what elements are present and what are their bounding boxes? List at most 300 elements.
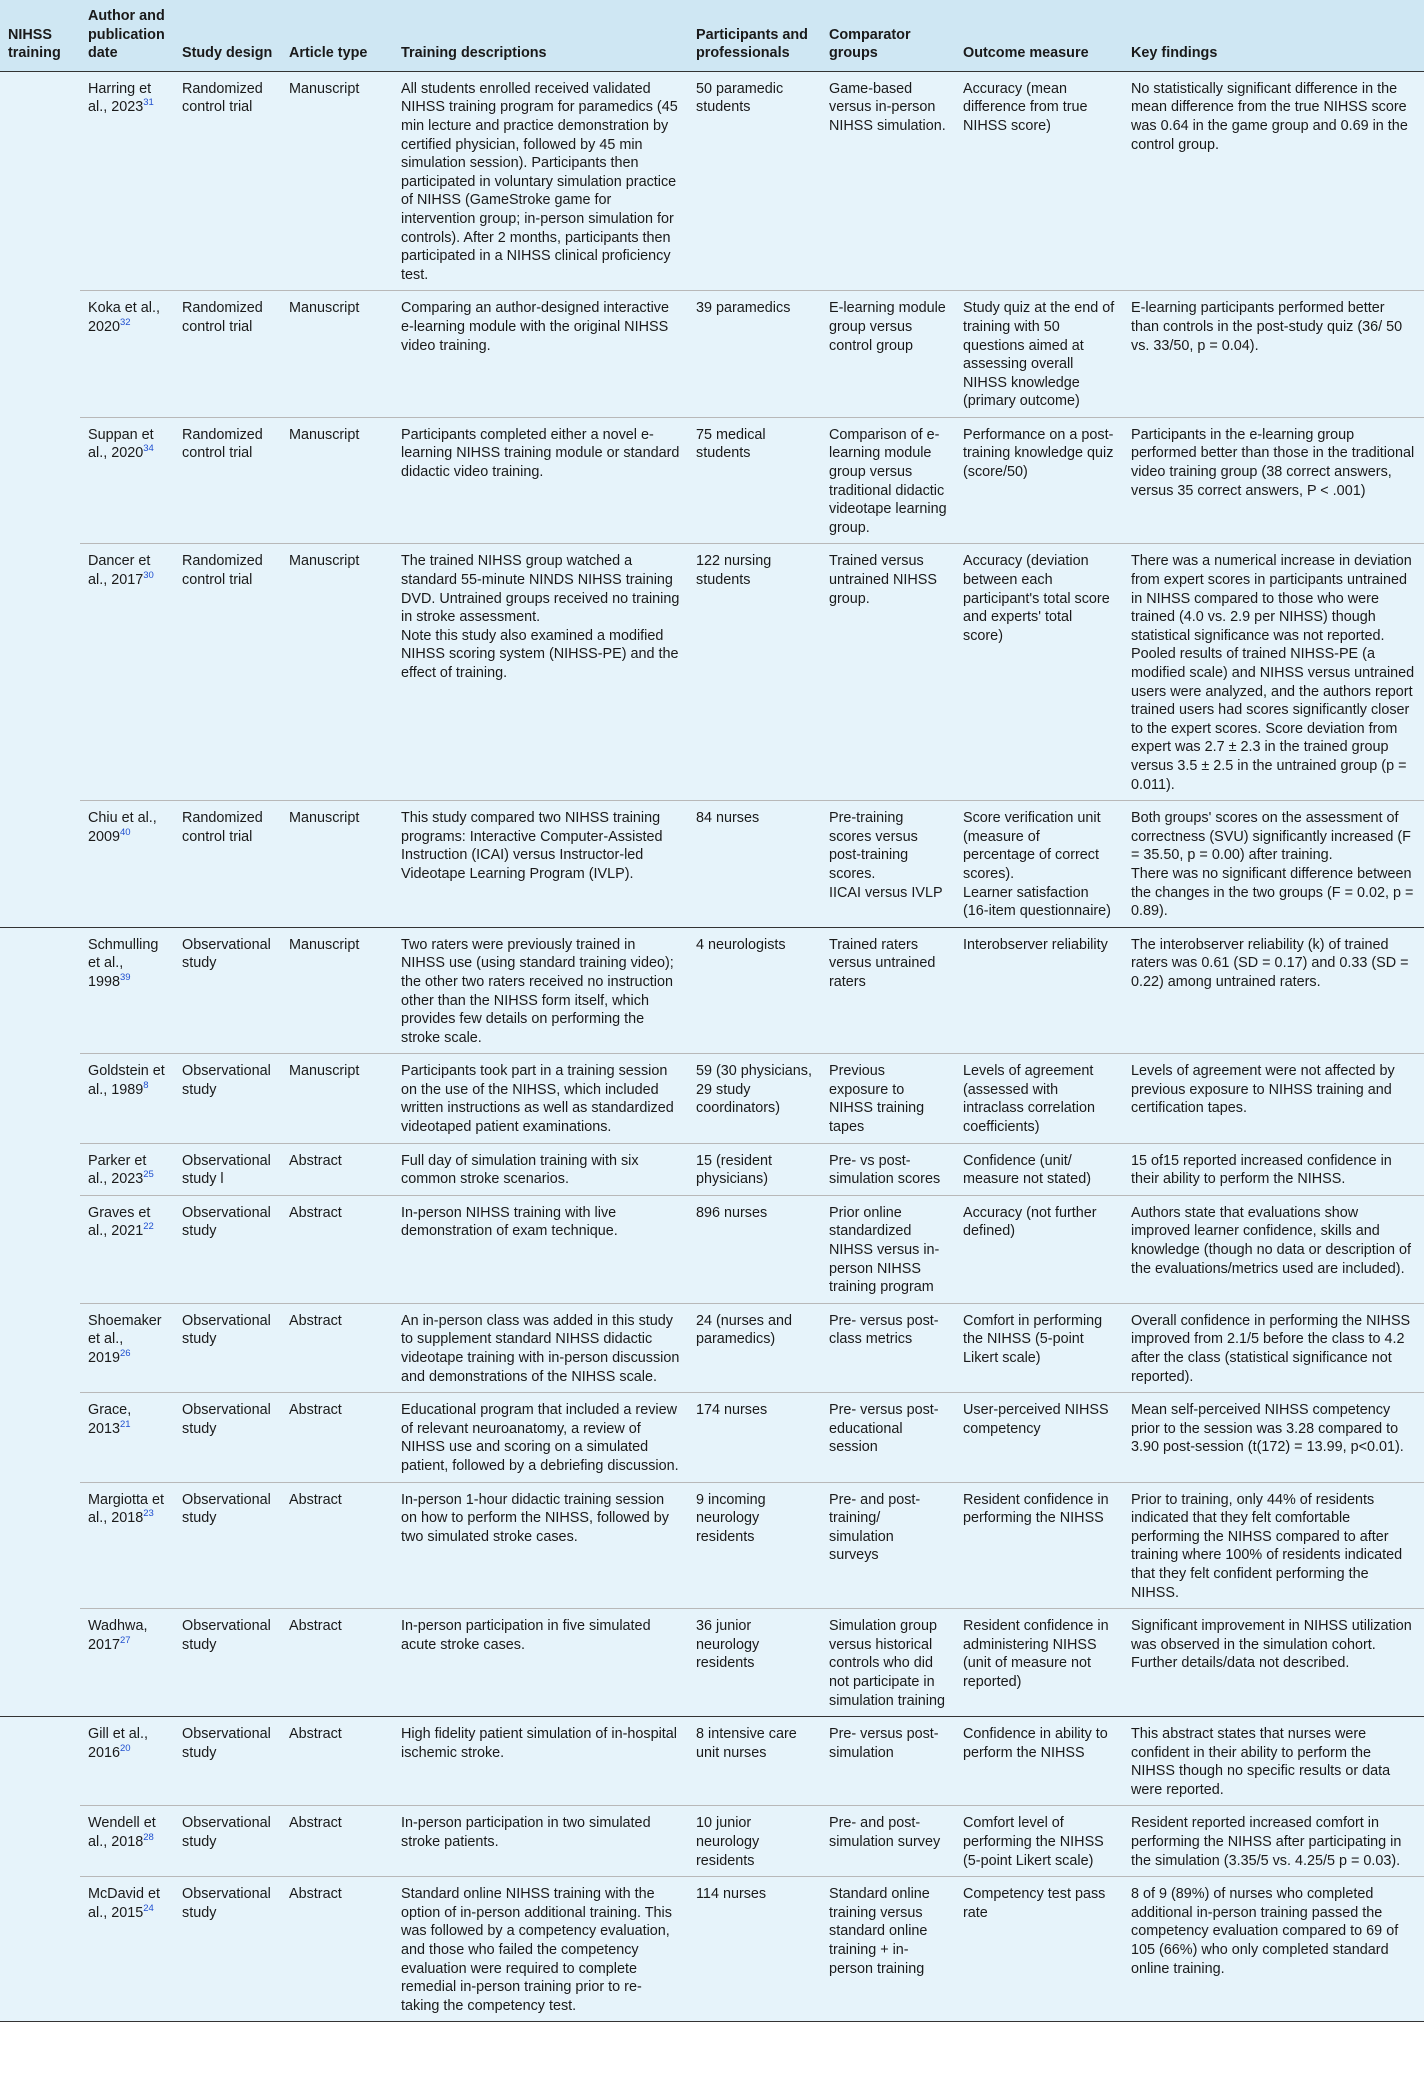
study-design-cell-text: Observational study xyxy=(182,1726,271,1761)
comparator-cell xyxy=(821,544,955,801)
key-findings-cell xyxy=(1123,1195,1424,1303)
outcome-cell-text: Resident confidence in performing the NIHSS xyxy=(963,1491,1109,1527)
comparator-cell xyxy=(821,1482,955,1609)
key-findings-cell-text: Significant improvement in NIHSS utilization was observed in the simulation cohort. Further details/data not described. xyxy=(1131,1618,1412,1672)
key-findings-cell xyxy=(1123,417,1424,544)
table-row xyxy=(0,927,1424,1054)
training-description-cell-text: Two raters were previously trained in NIHSS use (using standard training video); the other two raters received no instruction other than the NIHSS form itself, which provides few details on performing the stroke scale. xyxy=(401,936,674,1046)
outcome-cell-text: Score verification unit (measure of percentage of correct scores). Learner satisfaction (16-item questionnaire) xyxy=(963,810,1111,920)
table-row xyxy=(0,71,1424,291)
comparator-cell xyxy=(821,291,955,418)
reference-link[interactable]: 23 xyxy=(143,1508,154,1520)
key-findings-cell-text: E-learning participants performed better than controls in the post-study quiz (36/ 50 vs. 33/50, p = 0.04). xyxy=(1131,300,1403,354)
table-header-row xyxy=(0,0,1424,71)
author-cell-text: Grace, 2013 xyxy=(88,1402,132,1437)
participants-cell-text: 122 nursing students xyxy=(696,553,772,589)
key-findings-cell xyxy=(1123,1877,1424,2022)
header-key-findings: Key findings xyxy=(1123,0,1424,71)
participants-cell xyxy=(688,1609,821,1717)
participants-cell xyxy=(688,1143,821,1195)
key-findings-cell xyxy=(1123,1806,1424,1877)
participants-cell-text: 8 intensive care unit nurses xyxy=(696,1726,797,1761)
comparator-cell-text: Trained versus untrained NIHSS group. xyxy=(829,553,937,607)
outcome-cell xyxy=(955,1609,1123,1717)
training-description-cell xyxy=(393,544,688,801)
author-cell-text: Koka et al., 2020 xyxy=(88,300,160,335)
article-type-cell xyxy=(281,1195,393,1303)
author-cell xyxy=(80,1143,174,1195)
table-row xyxy=(0,801,1424,928)
article-type-cell-text: Abstract xyxy=(289,1886,342,1903)
training-description-cell-text: This study compared two NIHSS training programs: Interactive Computer-Assisted Instruction (ICAI) versus Instructor-led Videotape Learning Program (IVLP). xyxy=(401,810,663,882)
comparator-cell-text: Pre- and post-training/ simulation surveys xyxy=(829,1491,921,1564)
article-type-cell xyxy=(281,1806,393,1877)
author-cell xyxy=(80,1393,174,1482)
reference-link[interactable]: 34 xyxy=(143,443,154,455)
key-findings-cell xyxy=(1123,1143,1424,1195)
training-description-cell-text: Standard online NIHSS training with the option of in-person additional training. This was followed by a competency evaluation, and those who failed the competency evaluation were required to complete remedial in-person training prior to re-taking the competency test. xyxy=(401,1886,672,2014)
participants-cell xyxy=(688,1303,821,1392)
training-description-cell-text: In-person 1-hour didactic training session on how to perform the NIHSS, followed by two simulated stroke cases. xyxy=(401,1491,669,1545)
key-findings-cell-text: 15 of15 reported increased confidence in their ability to perform the NIHSS. xyxy=(1131,1152,1392,1188)
study-design-cell xyxy=(174,1393,281,1482)
author-cell-text: Margiotta et al., 2018 xyxy=(88,1491,164,1527)
study-design-cell-text: Randomized control trial xyxy=(182,80,263,116)
study-design-cell-text: Observational study xyxy=(182,1886,271,1921)
comparator-cell xyxy=(821,801,955,928)
author-cell xyxy=(80,1717,174,1806)
author-cell xyxy=(80,801,174,928)
participants-cell xyxy=(688,1195,821,1303)
participants-cell xyxy=(688,544,821,801)
article-type-cell-text: Abstract xyxy=(289,1204,342,1221)
study-design-cell-text: Observational study xyxy=(182,1815,271,1851)
key-findings-cell-text: Authors state that evaluations show improved learner confidence, skills and knowledge (though no data or description of the evaluations/metrics used are included). xyxy=(1131,1204,1412,1277)
key-findings-cell-text: Overall confidence in performing the NIHSS improved from 2.1/5 before the class to 4.2 after the class (statistical significance not reported). xyxy=(1131,1312,1411,1385)
author-cell-text: Goldstein et al., 1989 xyxy=(88,1063,165,1098)
comparator-cell xyxy=(821,1806,955,1877)
article-type-cell xyxy=(281,71,393,291)
study-design-cell xyxy=(174,417,281,544)
table-row xyxy=(0,1806,1424,1877)
training-description-cell-text: In-person participation in two simulated stroke patients. xyxy=(401,1815,651,1851)
training-description-cell-text: The trained NIHSS group watched a standard 55-minute NINDS NIHSS training DVD. Untrained groups received no training in stroke assessment. Note this study also examined a modified NIHSS scoring system (NIHSS-PE) and the effect of training. xyxy=(401,553,680,681)
participants-cell-text: 84 nurses xyxy=(696,810,760,827)
key-findings-cell xyxy=(1123,544,1424,801)
participants-cell-text: 10 junior neurology residents xyxy=(696,1815,760,1869)
outcome-cell-text: Competency test pass rate xyxy=(963,1886,1106,1921)
author-cell-text: Shoemaker et al., 2019 xyxy=(88,1312,162,1366)
article-type-cell-text: Manuscript xyxy=(289,426,360,443)
outcome-cell xyxy=(955,71,1123,291)
reference-link[interactable]: 28 xyxy=(143,1832,154,1844)
participants-cell xyxy=(688,417,821,544)
outcome-cell-text: Levels of agreement (assessed with intraclass correlation coefficients) xyxy=(963,1063,1095,1136)
outcome-cell xyxy=(955,1393,1123,1482)
key-findings-cell-text: Levels of agreement were not affected by previous exposure to NIHSS training and certification tapes. xyxy=(1131,1063,1395,1117)
header-study-design: Study design xyxy=(174,0,281,71)
training-description-cell xyxy=(393,291,688,418)
comparator-cell-text: Standard online training versus standard online training + in-person training xyxy=(829,1886,930,1977)
participants-cell-text: 896 nurses xyxy=(696,1204,768,1221)
study-design-cell-text: Observational study l xyxy=(182,1152,271,1188)
table-row xyxy=(0,291,1424,418)
header-training-descriptions: Training descriptions xyxy=(393,0,688,71)
key-findings-cell xyxy=(1123,1303,1424,1392)
training-description-cell-text: Educational program that included a review of relevant neuroanatomy, a review of NIHSS use and scoring on a simulated patient, followed by a debriefing discussion. xyxy=(401,1402,679,1474)
article-type-cell xyxy=(281,1393,393,1482)
comparator-cell xyxy=(821,1143,955,1195)
participants-cell xyxy=(688,71,821,291)
study-design-cell xyxy=(174,927,281,1054)
reference-link[interactable]: 40 xyxy=(120,826,131,838)
key-findings-cell-text: There was a numerical increase in deviation from expert scores in participants untrained in NIHSS compared to those who were trained (4.0 vs. 2.9 per NIHSS) though statistical significance was not reported. Pooled results of trained NIHSS-PE (a modified scale) and NIHSS versus untrained users were analyzed, and the authors report trained users had scores significantly closer to the expert scores. Score deviation from expert was 2.7 ± 2.3 in the trained group versus 3.5 ± 2.5 in the untrained group (p = 0.011). xyxy=(1131,553,1415,793)
reference-link[interactable]: 21 xyxy=(120,1418,131,1430)
participants-cell-text: 174 nurses xyxy=(696,1402,768,1419)
outcome-cell-text: Confidence (unit/ measure not stated) xyxy=(963,1152,1091,1188)
study-design-cell-text: Randomized control trial xyxy=(182,426,263,462)
comparator-cell-text: E-learning module group versus control group xyxy=(829,300,946,354)
study-design-cell-text: Randomized control trial xyxy=(182,810,263,845)
participants-cell xyxy=(688,1806,821,1877)
author-cell-text: Suppan et al., 2020 xyxy=(88,426,154,462)
study-design-cell xyxy=(174,1054,281,1143)
training-description-cell xyxy=(393,1195,688,1303)
participants-cell-text: 75 medical students xyxy=(696,426,766,462)
reference-link[interactable]: 39 xyxy=(120,972,131,984)
comparator-cell-text: Pre- versus post-educational session xyxy=(829,1402,939,1456)
study-design-cell xyxy=(174,1143,281,1195)
table-row xyxy=(0,1303,1424,1392)
key-findings-cell-text: No statistically significant difference in the mean difference from the true NIHSS score was 0.64 in the game group and 0.69 in the control group. xyxy=(1131,80,1408,153)
outcome-cell xyxy=(955,1806,1123,1877)
participants-cell xyxy=(688,1717,821,1806)
outcome-cell xyxy=(955,927,1123,1054)
reference-link[interactable]: 26 xyxy=(120,1348,131,1360)
participants-cell-text: 114 nurses xyxy=(696,1886,767,1903)
study-design-cell-text: Observational study xyxy=(182,1618,271,1653)
table-row xyxy=(0,1609,1424,1717)
outcome-cell xyxy=(955,1303,1123,1392)
comparator-cell-text: Previous exposure to NIHSS training tapes xyxy=(829,1063,925,1136)
study-design-cell xyxy=(174,291,281,418)
article-type-cell-text: Abstract xyxy=(289,1312,342,1329)
study-design-cell-text: Observational study xyxy=(182,1491,271,1527)
author-cell-text: Graves et al., 2021 xyxy=(88,1204,151,1240)
reference-link[interactable]: 22 xyxy=(143,1221,154,1233)
table-row xyxy=(0,544,1424,801)
author-cell xyxy=(80,1806,174,1877)
study-design-cell-text: Observational study xyxy=(182,1063,271,1098)
table-row xyxy=(0,1054,1424,1143)
outcome-cell-text: Accuracy (deviation between each participant's total score and experts' total score) xyxy=(963,553,1110,644)
author-cell-text: Harring et al., 2023 xyxy=(88,80,152,116)
participants-cell xyxy=(688,1393,821,1482)
comparator-cell-text: Pre- versus post-simulation xyxy=(829,1726,939,1761)
training-description-cell-text: Comparing an author-designed interactive e-learning module with the original NIHSS video training. xyxy=(401,300,669,354)
key-findings-cell-text: Resident reported increased comfort in performing the NIHSS after participating in the simulation (3.35/5 vs. 4.25/5 p = 0.03). xyxy=(1131,1815,1402,1869)
author-cell xyxy=(80,417,174,544)
header-nihss-training: NIHSS training xyxy=(0,0,80,71)
author-cell-text: Gill et al., 2016 xyxy=(88,1726,148,1761)
key-findings-cell-text: 8 of 9 (89%) of nurses who completed additional in-person training passed the competency evaluation compared to 69 of 105 (66%) who only completed standard online training. xyxy=(1131,1886,1399,1977)
training-description-cell-text: Full day of simulation training with six common stroke scenarios. xyxy=(401,1152,639,1188)
key-findings-cell xyxy=(1123,71,1424,291)
comparator-cell xyxy=(821,1054,955,1143)
outcome-cell-text: Resident confidence in administering NIHSS (unit of measure not reported) xyxy=(963,1618,1109,1690)
outcome-cell xyxy=(955,1143,1123,1195)
table-row xyxy=(0,1877,1424,2022)
training-description-cell-text: In-person participation in five simulated acute stroke cases. xyxy=(401,1618,651,1653)
article-type-cell xyxy=(281,801,393,928)
comparator-cell xyxy=(821,1195,955,1303)
table-row xyxy=(0,1195,1424,1303)
training-description-cell xyxy=(393,801,688,928)
reference-link[interactable]: 30 xyxy=(143,570,154,582)
participants-cell xyxy=(688,1877,821,2022)
training-description-cell xyxy=(393,1806,688,1877)
article-type-cell xyxy=(281,1609,393,1717)
training-description-cell xyxy=(393,1717,688,1806)
key-findings-cell xyxy=(1123,1054,1424,1143)
key-findings-cell xyxy=(1123,1393,1424,1482)
training-description-cell xyxy=(393,1393,688,1482)
comparator-cell-text: Pre- versus post-class metrics xyxy=(829,1312,939,1348)
article-type-cell-text: Manuscript xyxy=(289,936,360,953)
author-cell xyxy=(80,1609,174,1717)
participants-cell-text: 39 paramedics xyxy=(696,300,791,317)
article-type-cell xyxy=(281,291,393,418)
participants-cell-text: 9 incoming neurology residents xyxy=(696,1491,766,1545)
participants-cell-text: 59 (30 physicians, 29 study coordinators) xyxy=(696,1063,812,1117)
participants-cell xyxy=(688,801,821,928)
training-description-cell xyxy=(393,417,688,544)
key-findings-cell-text: Both groups' scores on the assessment of correctness (SVU) significantly increased (F = 35.50, p = 0.00) after training. There was no significant difference between the changes in the two groups (F = 0.02, p = 0.89). xyxy=(1131,810,1414,920)
author-cell-text: Schmulling et al., 1998 xyxy=(88,936,159,990)
comparator-cell xyxy=(821,1717,955,1806)
reference-link[interactable]: 20 xyxy=(120,1742,131,1754)
participants-cell xyxy=(688,927,821,1054)
header-author-date: Author and publication date xyxy=(80,0,174,71)
participants-cell xyxy=(688,1482,821,1609)
study-design-cell xyxy=(174,1877,281,2022)
outcome-cell xyxy=(955,1482,1123,1609)
training-description-cell-text: Participants completed either a novel e-learning NIHSS training module or standard didactic video training. xyxy=(401,426,680,481)
comparator-cell xyxy=(821,71,955,291)
article-type-cell xyxy=(281,417,393,544)
study-design-cell-text: Randomized control trial xyxy=(182,300,263,335)
article-type-cell xyxy=(281,544,393,801)
training-description-cell-text: In-person NIHSS training with live demonstration of exam technique. xyxy=(401,1204,618,1240)
outcome-cell-text: Accuracy (mean difference from true NIHSS score) xyxy=(963,80,1088,134)
author-cell xyxy=(80,1054,174,1143)
article-type-cell-text: Abstract xyxy=(289,1618,342,1635)
reference-link[interactable]: 32 xyxy=(120,317,131,329)
participants-cell-text: 24 (nurses and paramedics) xyxy=(696,1312,792,1348)
outcome-cell xyxy=(955,417,1123,544)
author-cell-text: Wadhwa, 2017 xyxy=(88,1618,148,1653)
reference-link[interactable]: 24 xyxy=(143,1903,154,1915)
study-design-cell xyxy=(174,1303,281,1392)
nihss-training-group-cell xyxy=(0,71,80,927)
study-design-cell-text: Randomized control trial xyxy=(182,553,263,589)
reference-link[interactable]: 8 xyxy=(143,1080,149,1092)
training-description-cell xyxy=(393,1482,688,1609)
training-description-cell-text: All students enrolled received validated NIHSS training program for paramedics (45 min lecture and practice demonstration by certified physician, followed by 45 min simulation session). Participants then participated in voluntary simulation practice of NIHSS (GameStroke game for intervention group; in-person simulation for controls). After 2 months, participants then participated in a NIHSS clinical proficiency test. xyxy=(401,80,678,283)
comparator-cell-text: Pre- vs post-simulation scores xyxy=(829,1152,941,1188)
participants-cell xyxy=(688,1054,821,1143)
study-design-cell xyxy=(174,1195,281,1303)
comparator-cell-text: Pre-training scores versus post-training scores. IICAI versus IVLP xyxy=(829,810,943,901)
author-cell-text: Parker et al., 2023 xyxy=(88,1152,147,1188)
comparator-cell xyxy=(821,417,955,544)
author-cell xyxy=(80,544,174,801)
nihss-training-group-cell xyxy=(0,1717,80,2022)
article-type-cell xyxy=(281,927,393,1054)
comparator-cell-text: Comparison of e-learning module group versus traditional didactic videotape learning group. xyxy=(829,426,947,536)
author-cell xyxy=(80,291,174,418)
article-type-cell xyxy=(281,1877,393,2022)
article-type-cell-text: Manuscript xyxy=(289,1063,360,1080)
author-cell-text: McDavid et al., 2015 xyxy=(88,1886,160,1921)
key-findings-cell-text: This abstract states that nurses were confident in their ability to perform the NIHSS though no specific results or data were reported. xyxy=(1131,1726,1391,1798)
author-cell xyxy=(80,71,174,291)
training-description-cell-text: An in-person class was added in this study to supplement standard NIHSS didactic videotape training with in-person discussion and demonstrations of the NIHSS scale. xyxy=(401,1312,680,1385)
training-description-cell xyxy=(393,1303,688,1392)
key-findings-cell-text: The interobserver reliability (k) of trained raters was 0.61 (SD = 0.17) and 0.33 (SD = 0.22) among untrained raters. xyxy=(1131,936,1409,990)
training-description-cell xyxy=(393,71,688,291)
article-type-cell-text: Manuscript xyxy=(289,300,360,317)
key-findings-cell xyxy=(1123,1717,1424,1806)
outcome-cell xyxy=(955,801,1123,928)
comparator-cell-text: Game-based versus in-person NIHSS simulation. xyxy=(829,80,946,134)
training-description-cell-text: Participants took part in a training session on the use of the NIHSS, which included written instructions as well as standardized videotaped patient examinations. xyxy=(401,1063,674,1136)
table-row xyxy=(0,417,1424,544)
header-comparator-groups: Comparator groups xyxy=(821,0,955,71)
header-outcome-measure: Outcome measure xyxy=(955,0,1123,71)
author-cell xyxy=(80,927,174,1054)
outcome-cell-text: Performance on a post-training knowledge quiz (score/50) xyxy=(963,426,1114,481)
participants-cell xyxy=(688,291,821,418)
comparator-cell-text: Trained raters versus untrained raters xyxy=(829,936,936,990)
outcome-cell xyxy=(955,1054,1123,1143)
study-design-cell xyxy=(174,1482,281,1609)
training-description-cell xyxy=(393,1877,688,2022)
article-type-cell-text: Abstract xyxy=(289,1491,342,1508)
key-findings-cell xyxy=(1123,1482,1424,1609)
study-design-cell-text: Observational study xyxy=(182,1312,271,1348)
comparator-cell-text: Pre- and post-simulation survey xyxy=(829,1815,941,1851)
author-cell xyxy=(80,1195,174,1303)
article-type-cell-text: Manuscript xyxy=(289,810,360,827)
nihss-training-group-cell xyxy=(0,927,80,1716)
outcome-cell-text: Comfort level of performing the NIHSS (5-point Likert scale) xyxy=(963,1815,1104,1869)
article-type-cell-text: Manuscript xyxy=(289,553,360,570)
outcome-cell-text: Interobserver reliability xyxy=(963,936,1108,953)
article-type-cell xyxy=(281,1054,393,1143)
article-type-cell xyxy=(281,1303,393,1392)
comparator-cell-text: Simulation group versus historical controls who did not participate in simulation training xyxy=(829,1618,945,1709)
article-type-cell-text: Manuscript xyxy=(289,80,360,97)
study-design-cell xyxy=(174,1717,281,1806)
article-type-cell xyxy=(281,1717,393,1806)
outcome-cell-text: Study quiz at the end of training with 50 questions aimed at assessing overall NIHSS knowledge (primary outcome) xyxy=(963,300,1115,410)
study-design-cell xyxy=(174,1609,281,1717)
training-description-cell xyxy=(393,1054,688,1143)
outcome-cell xyxy=(955,291,1123,418)
outcome-cell-text: User-perceived NIHSS competency xyxy=(963,1402,1109,1437)
participants-cell-text: 36 junior neurology residents xyxy=(696,1618,760,1672)
author-cell xyxy=(80,1482,174,1609)
author-cell-text: Chiu et al., 2009 xyxy=(88,810,157,845)
key-findings-cell-text: Participants in the e-learning group performed better than those in the traditional video training group (38 correct answers, versus 35 correct answers, P < .001) xyxy=(1131,426,1415,499)
study-design-cell-text: Observational study xyxy=(182,936,271,972)
participants-cell-text: 15 (resident physicians) xyxy=(696,1152,772,1188)
author-cell-text: Wendell et al., 2018 xyxy=(88,1815,156,1851)
study-design-cell-text: Observational study xyxy=(182,1204,271,1240)
outcome-cell-text: Comfort in performing the NIHSS (5-point Likert scale) xyxy=(963,1312,1103,1366)
reference-link[interactable]: 27 xyxy=(120,1634,131,1646)
participants-cell-text: 4 neurologists xyxy=(696,936,786,953)
comparator-cell xyxy=(821,927,955,1054)
article-type-cell xyxy=(281,1143,393,1195)
table-row xyxy=(0,1717,1424,1806)
article-type-cell-text: Abstract xyxy=(289,1152,342,1169)
author-cell xyxy=(80,1877,174,2022)
outcome-cell xyxy=(955,1717,1123,1806)
table-body xyxy=(0,71,1424,2022)
comparator-cell-text: Prior online standardized NIHSS versus in-person NIHSS training program xyxy=(829,1204,940,1296)
outcome-cell-text: Accuracy (not further defined) xyxy=(963,1204,1097,1240)
header-participants: Participants and professionals xyxy=(688,0,821,71)
study-design-cell-text: Observational study xyxy=(182,1402,271,1437)
table-row xyxy=(0,1143,1424,1195)
comparator-cell xyxy=(821,1877,955,2022)
article-type-cell-text: Abstract xyxy=(289,1402,342,1419)
key-findings-cell xyxy=(1123,291,1424,418)
training-description-cell xyxy=(393,927,688,1054)
training-description-cell-text: High fidelity patient simulation of in-hospital ischemic stroke. xyxy=(401,1726,677,1761)
comparator-cell xyxy=(821,1303,955,1392)
training-description-cell xyxy=(393,1609,688,1717)
author-cell-text: Dancer et al., 2017 xyxy=(88,553,151,589)
comparator-cell xyxy=(821,1609,955,1717)
key-findings-cell-text: Mean self-perceived NIHSS competency prior to the session was 3.28 compared to 3.90 post-session (t(172) = 13.99, p<0.01). xyxy=(1131,1402,1404,1456)
participants-cell-text: 50 paramedic students xyxy=(696,80,784,116)
header-article-type: Article type xyxy=(281,0,393,71)
outcome-cell xyxy=(955,1195,1123,1303)
outcome-cell xyxy=(955,544,1123,801)
table-row xyxy=(0,1393,1424,1482)
article-type-cell-text: Abstract xyxy=(289,1815,342,1832)
key-findings-cell-text: Prior to training, only 44% of residents indicated that they felt comfortable performing the NIHSS compared to after training where 100% of residents indicated that they felt confident performing the NIHSS. xyxy=(1131,1491,1403,1601)
study-design-cell xyxy=(174,544,281,801)
study-design-cell xyxy=(174,1806,281,1877)
study-design-cell xyxy=(174,71,281,291)
comparator-cell xyxy=(821,1393,955,1482)
article-type-cell-text: Abstract xyxy=(289,1726,342,1743)
reference-link[interactable]: 31 xyxy=(143,97,154,109)
training-description-cell xyxy=(393,1143,688,1195)
article-type-cell xyxy=(281,1482,393,1609)
key-findings-cell xyxy=(1123,1609,1424,1717)
reference-link[interactable]: 25 xyxy=(143,1169,154,1181)
outcome-cell-text: Confidence in ability to perform the NIHSS xyxy=(963,1726,1108,1761)
outcome-cell xyxy=(955,1877,1123,2022)
author-cell xyxy=(80,1303,174,1392)
study-design-cell xyxy=(174,801,281,928)
key-findings-cell xyxy=(1123,801,1424,928)
